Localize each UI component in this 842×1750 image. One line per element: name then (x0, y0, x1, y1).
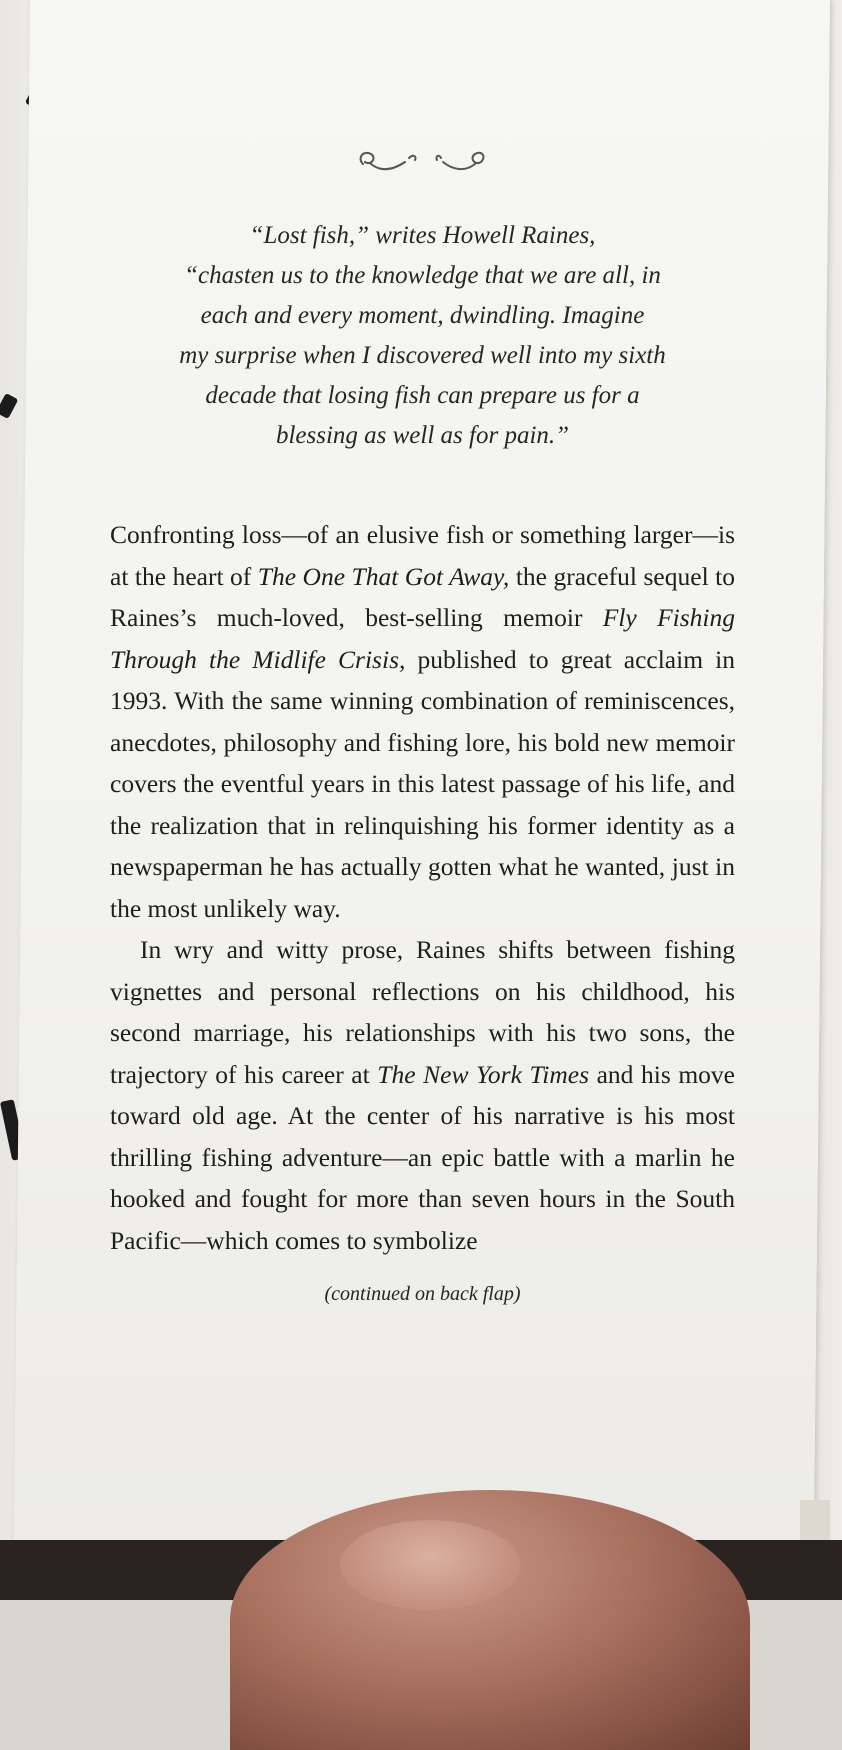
quote-line: blessing as well as for pain.” (275, 422, 570, 449)
flap-edge (800, 1500, 830, 1540)
paragraph-1-text-c: published to great acclaim in 1993. With the same winning combination of reminiscences, anecdotes, philosophy and fishing lore, his bold new memoir covers the eventful years in this latest passage of his life, and the realization that in relinquishing his former identity as a newspaperman he has actually gotten what he wanted, just in the most unlikely way. (110, 644, 735, 923)
flap-text-content (110, 140, 735, 1306)
paragraph-2 (110, 929, 735, 1261)
paragraph-1-text-b: the graceful sequel to Raines’s much-loved, best-selling memoir (110, 561, 735, 632)
quote-line: “chasten us to the knowledge that we are all, in (184, 262, 661, 289)
paragraph-2-text-a: In wry and witty prose, Raines shifts between fishing vignettes and personal reflections on his childhood, his second marriage, his relationships with his two sons, the trajectory of his career at (110, 935, 735, 1089)
flourish-ornament-icon (353, 140, 493, 180)
quote-line: my surprise when I discovered well into my sixth (179, 342, 666, 369)
book-title-one-that-got-away: The One That Got Away, (257, 561, 510, 591)
paragraph-1 (110, 514, 735, 929)
quote-line: decade that losing fish can prepare us for a (205, 382, 640, 409)
paragraph-2-text-b: and his move toward old age. At the center of his narrative is his most thrilling fishing adventure—an epic battle with a marlin he hooked and fought for more than seven hours in the South Pacific—which comes to symbolize (110, 1059, 735, 1255)
thumbnail-highlight (340, 1520, 520, 1610)
continued-note: (continued on back flap) (324, 1283, 521, 1305)
paragraph-1-text-a: Confronting loss—of an elusive fish or something larger—is at the heart of (110, 520, 735, 591)
quote-line: each and every moment, dwindling. Imagine (200, 302, 645, 329)
fabric-stripe (0, 393, 18, 419)
book-title-fly-fishing: Fly Fishing Through the Midlife Crisis, (110, 603, 735, 674)
publication-title-nyt: The New York Times (377, 1059, 589, 1089)
quote-line: “Lost fish,” writes Howell Raines, (249, 222, 596, 249)
flap-body (110, 514, 735, 1261)
thumb (230, 1490, 750, 1750)
pull-quote (110, 216, 735, 456)
